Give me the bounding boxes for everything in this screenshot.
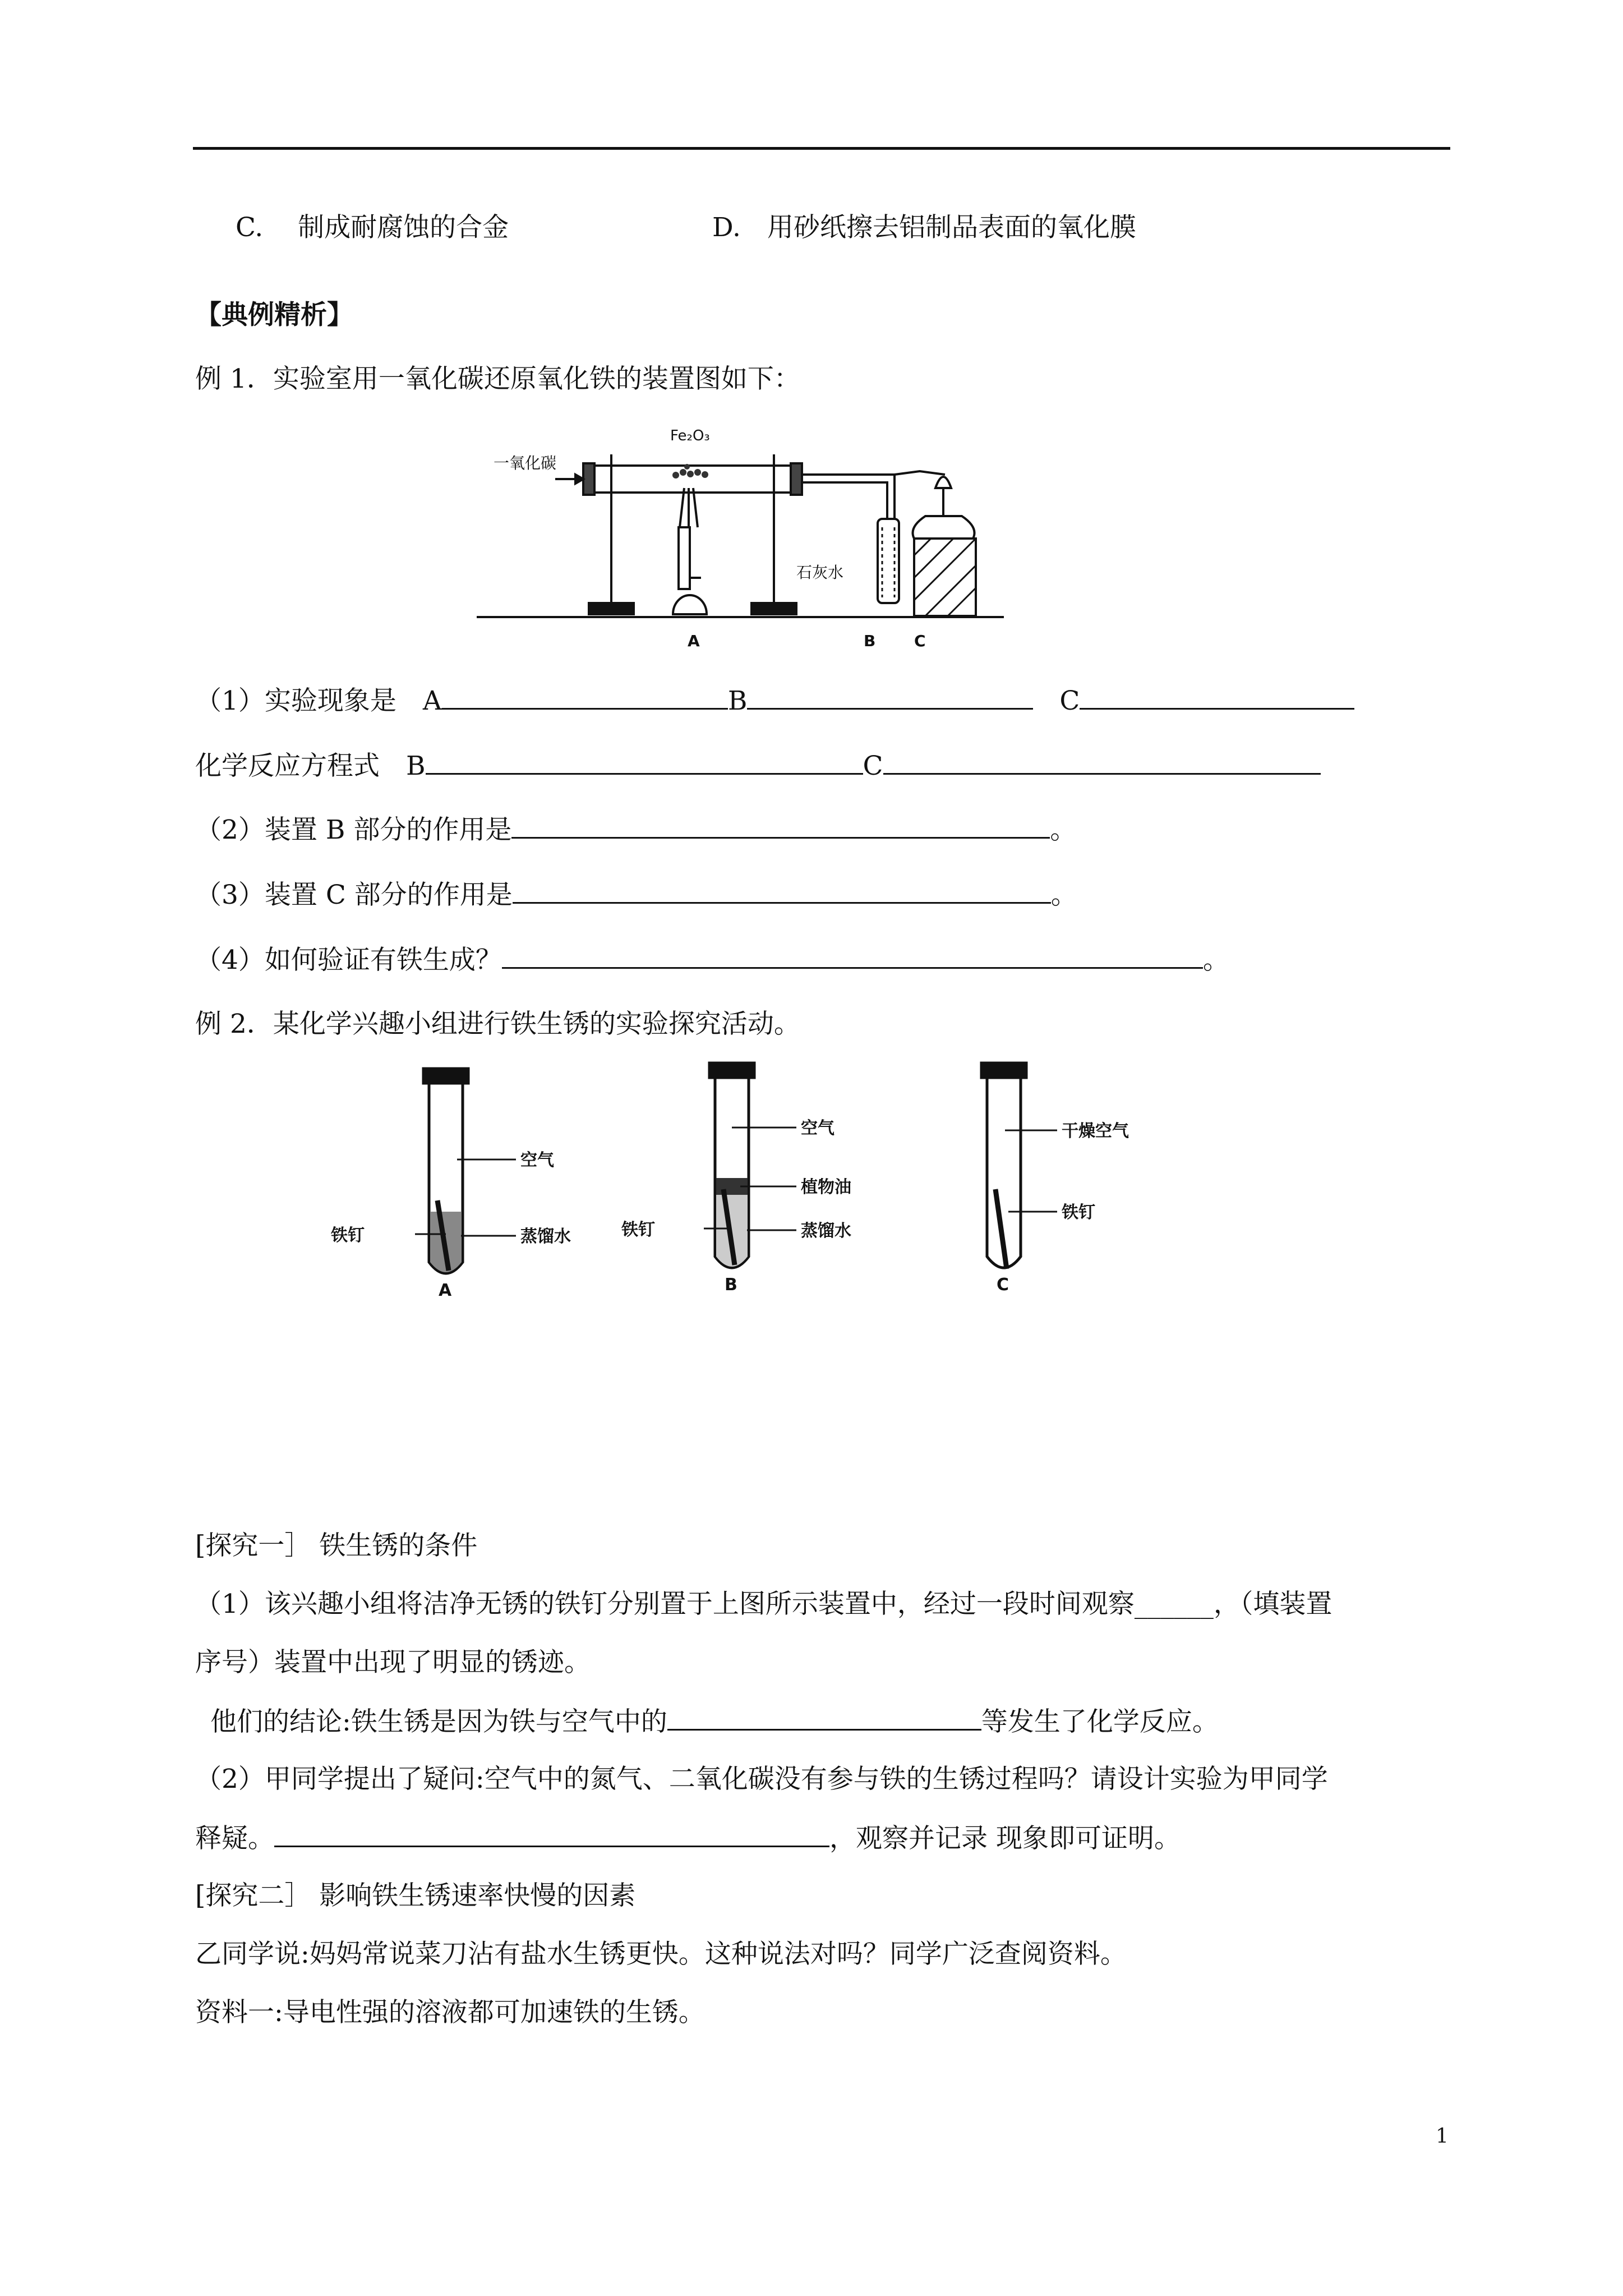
ex1-q1-b: B [727,685,748,716]
option-c: C. 制成耐腐蚀的合金 [236,212,509,243]
apparatus-label-c: C [914,632,926,650]
tube-b-nail-label: 铁钉 [621,1220,655,1240]
ex1-q1-c: C [1059,685,1080,716]
ex1-q2-text: （2）装置 B 部分的作用是 [195,815,512,845]
conclusion-text-a: 他们的结论:铁生锈是因为铁与空气中的 [210,1706,667,1737]
co-reduction-apparatus-figure [471,409,1009,662]
explore-1-q2-line2 [195,1821,1181,1856]
ex1-q4-end: 。 [1202,945,1229,976]
apparatus-label-b: B [864,632,876,650]
example-1-intro: 例 1．实验室用一氧化碳还原氧化铁的装置图如下： [195,364,800,394]
page-number: 1 [1436,2125,1449,2148]
ex1-q3-end: 。 [1050,880,1077,910]
ex1-q4-text: （4）如何验证有铁生成？ [195,945,502,976]
tube-c-label: C [997,1275,1009,1295]
ex1-q2-blank[interactable] [511,812,1050,839]
tube-c-air-label: 干燥空气 [1062,1121,1129,1141]
ex1-q4-blank[interactable] [502,942,1203,969]
conclusion-blank[interactable] [667,1704,981,1731]
explore-2-para-2: 资料一:导电性强的溶液都可加速铁的生锈。 [195,1997,705,2028]
explore-1-q1-line1: （1）该兴趣小组将洁净无锈的铁钉分别置于上图所示装置中，经过一段时间观察______，（填装置 [195,1589,1332,1619]
option-d: D. 用砂纸擦去铝制品表面的氧化膜 [712,212,1136,243]
tube-a-label: A [439,1281,452,1300]
q2-blank[interactable] [274,1821,829,1847]
ex1-q3-blank[interactable] [513,877,1051,904]
header-rule [193,147,1450,150]
ex1-q1-blank-a[interactable] [442,683,728,710]
ex1-q3 [195,877,1077,912]
co-label: 一氧化碳 [494,454,557,472]
ex1-eq-blank-b[interactable] [426,748,863,775]
ex1-q3-text: （3）装置 C 部分的作用是 [195,880,513,910]
ex1-q1-blank-c[interactable] [1080,683,1354,710]
tube-b-label: B [725,1275,737,1295]
explore-1-title: [探究一］ 铁生锈的条件 [195,1530,478,1561]
rust-test-tubes-figure [314,1060,1234,1313]
tube-b-water-label: 蒸馏水 [801,1221,851,1241]
ex1-q1-prefix: （1）实验现象是 A [195,685,442,716]
ex1-eq-c: C [863,751,883,781]
ex1-eq-blank-c[interactable] [883,748,1321,775]
explore-1-q1-line2: 序号）装置中出现了明显的锈迹。 [195,1647,591,1678]
ex1-q1-blank-b[interactable] [747,683,1033,710]
tube-c-nail-label: 铁钉 [1062,1203,1095,1222]
q2-text-post: ，观察并记录 现象即可证明。 [829,1823,1181,1854]
tube-a-water-label: 蒸馏水 [520,1227,571,1246]
ex1-q2-end: 。 [1050,815,1077,845]
tube-b-air-label: 空气 [801,1119,834,1138]
fe2o3-label: Fe₂O₃ [670,427,710,444]
limewater-label: 石灰水 [796,563,844,582]
explore-2-title: [探究二］ 影响铁生锈速率快慢的因素 [195,1880,636,1911]
ex1-q2 [195,812,1076,847]
tube-a-air-label: 空气 [520,1151,554,1170]
example-2-intro: 例 2．某化学兴趣小组进行铁生锈的实验探究活动。 [195,1009,800,1039]
apparatus-label-a: A [688,632,700,650]
explore-2-para-1: 乙同学说:妈妈常说菜刀沾有盐水生锈更快。这种说法对吗？同学广泛查阅资料。 [195,1939,1127,1970]
ex1-eq-prefix: 化学反应方程式 B [195,751,426,781]
q2-text-pre: 释疑。 [195,1823,274,1854]
conclusion-text-b: 等发生了化学反应。 [981,1706,1219,1737]
section-title: 【典例精析】 [195,300,353,330]
explore-1-conclusion [210,1704,1219,1739]
explore-1-q2-line1: （2）甲同学提出了疑问:空气中的氮气、二氧化碳没有参与铁的生锈过程吗？请设计实验为甲同学 [195,1764,1328,1795]
ex1-q1 [195,683,1354,718]
ex1-equation [195,748,1321,783]
tube-a-nail-label: 铁钉 [331,1226,365,1245]
tube-b-oil-label: 植物油 [801,1177,851,1197]
ex1-q4 [195,942,1229,977]
